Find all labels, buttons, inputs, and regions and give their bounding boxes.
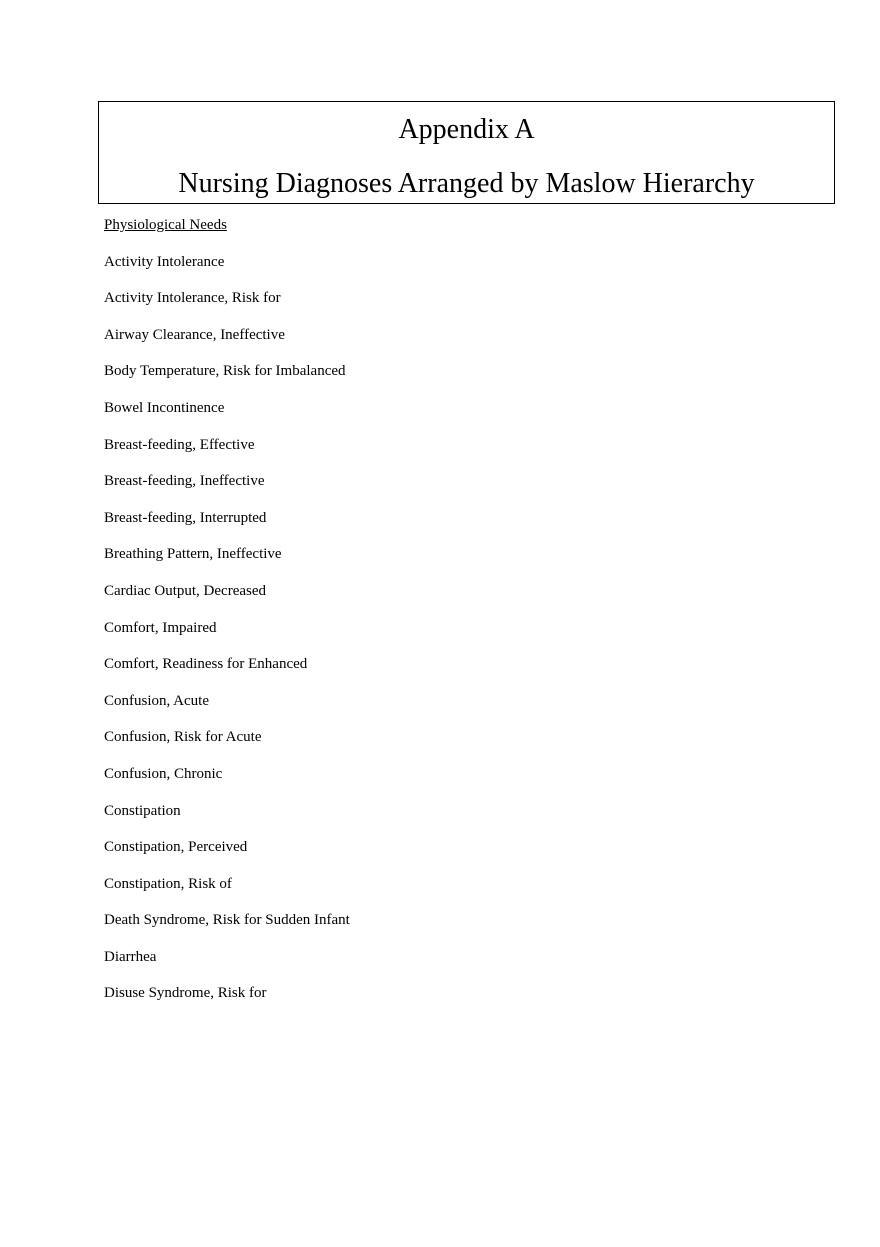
list-item: Body Temperature, Risk for Imbalanced: [104, 363, 346, 380]
list-item: Comfort, Impaired: [104, 619, 217, 636]
list-item: Confusion, Acute: [104, 692, 209, 709]
list-item: Constipation, Risk of: [104, 875, 232, 892]
list-item: Comfort, Readiness for Enhanced: [104, 656, 308, 673]
list-item: Cardiac Output, Decreased: [104, 582, 267, 599]
list-item: Activity Intolerance, Risk for: [104, 290, 281, 307]
list-item: Bowel Incontinence: [104, 399, 225, 416]
list-item: Confusion, Chronic: [104, 765, 223, 782]
diagnosis-list: [104, 213, 350, 1005]
title-box: [98, 101, 835, 204]
list-item: Activity Intolerance: [104, 253, 225, 270]
section-heading: Physiological Needs: [104, 217, 227, 233]
list-item: Breathing Pattern, Ineffective: [104, 546, 282, 563]
list-item: Breast-feeding, Interrupted: [104, 509, 267, 526]
list-item: Airway Clearance, Ineffective: [104, 326, 285, 343]
page-title: Appendix A: [398, 114, 535, 145]
list-item: Constipation, Perceived: [104, 839, 248, 856]
list-item: Disuse Syndrome, Risk for: [104, 985, 267, 1002]
list-item: Death Syndrome, Risk for Sudden Infant: [104, 912, 350, 929]
page-subtitle: Nursing Diagnoses Arranged by Maslow Hierarchy: [178, 168, 755, 199]
list-item: Constipation: [104, 802, 181, 819]
list-item: Confusion, Risk for Acute: [104, 729, 262, 746]
list-item: Breast-feeding, Effective: [104, 436, 255, 453]
list-item: Diarrhea: [104, 948, 157, 965]
list-item: Breast-feeding, Ineffective: [104, 473, 265, 490]
